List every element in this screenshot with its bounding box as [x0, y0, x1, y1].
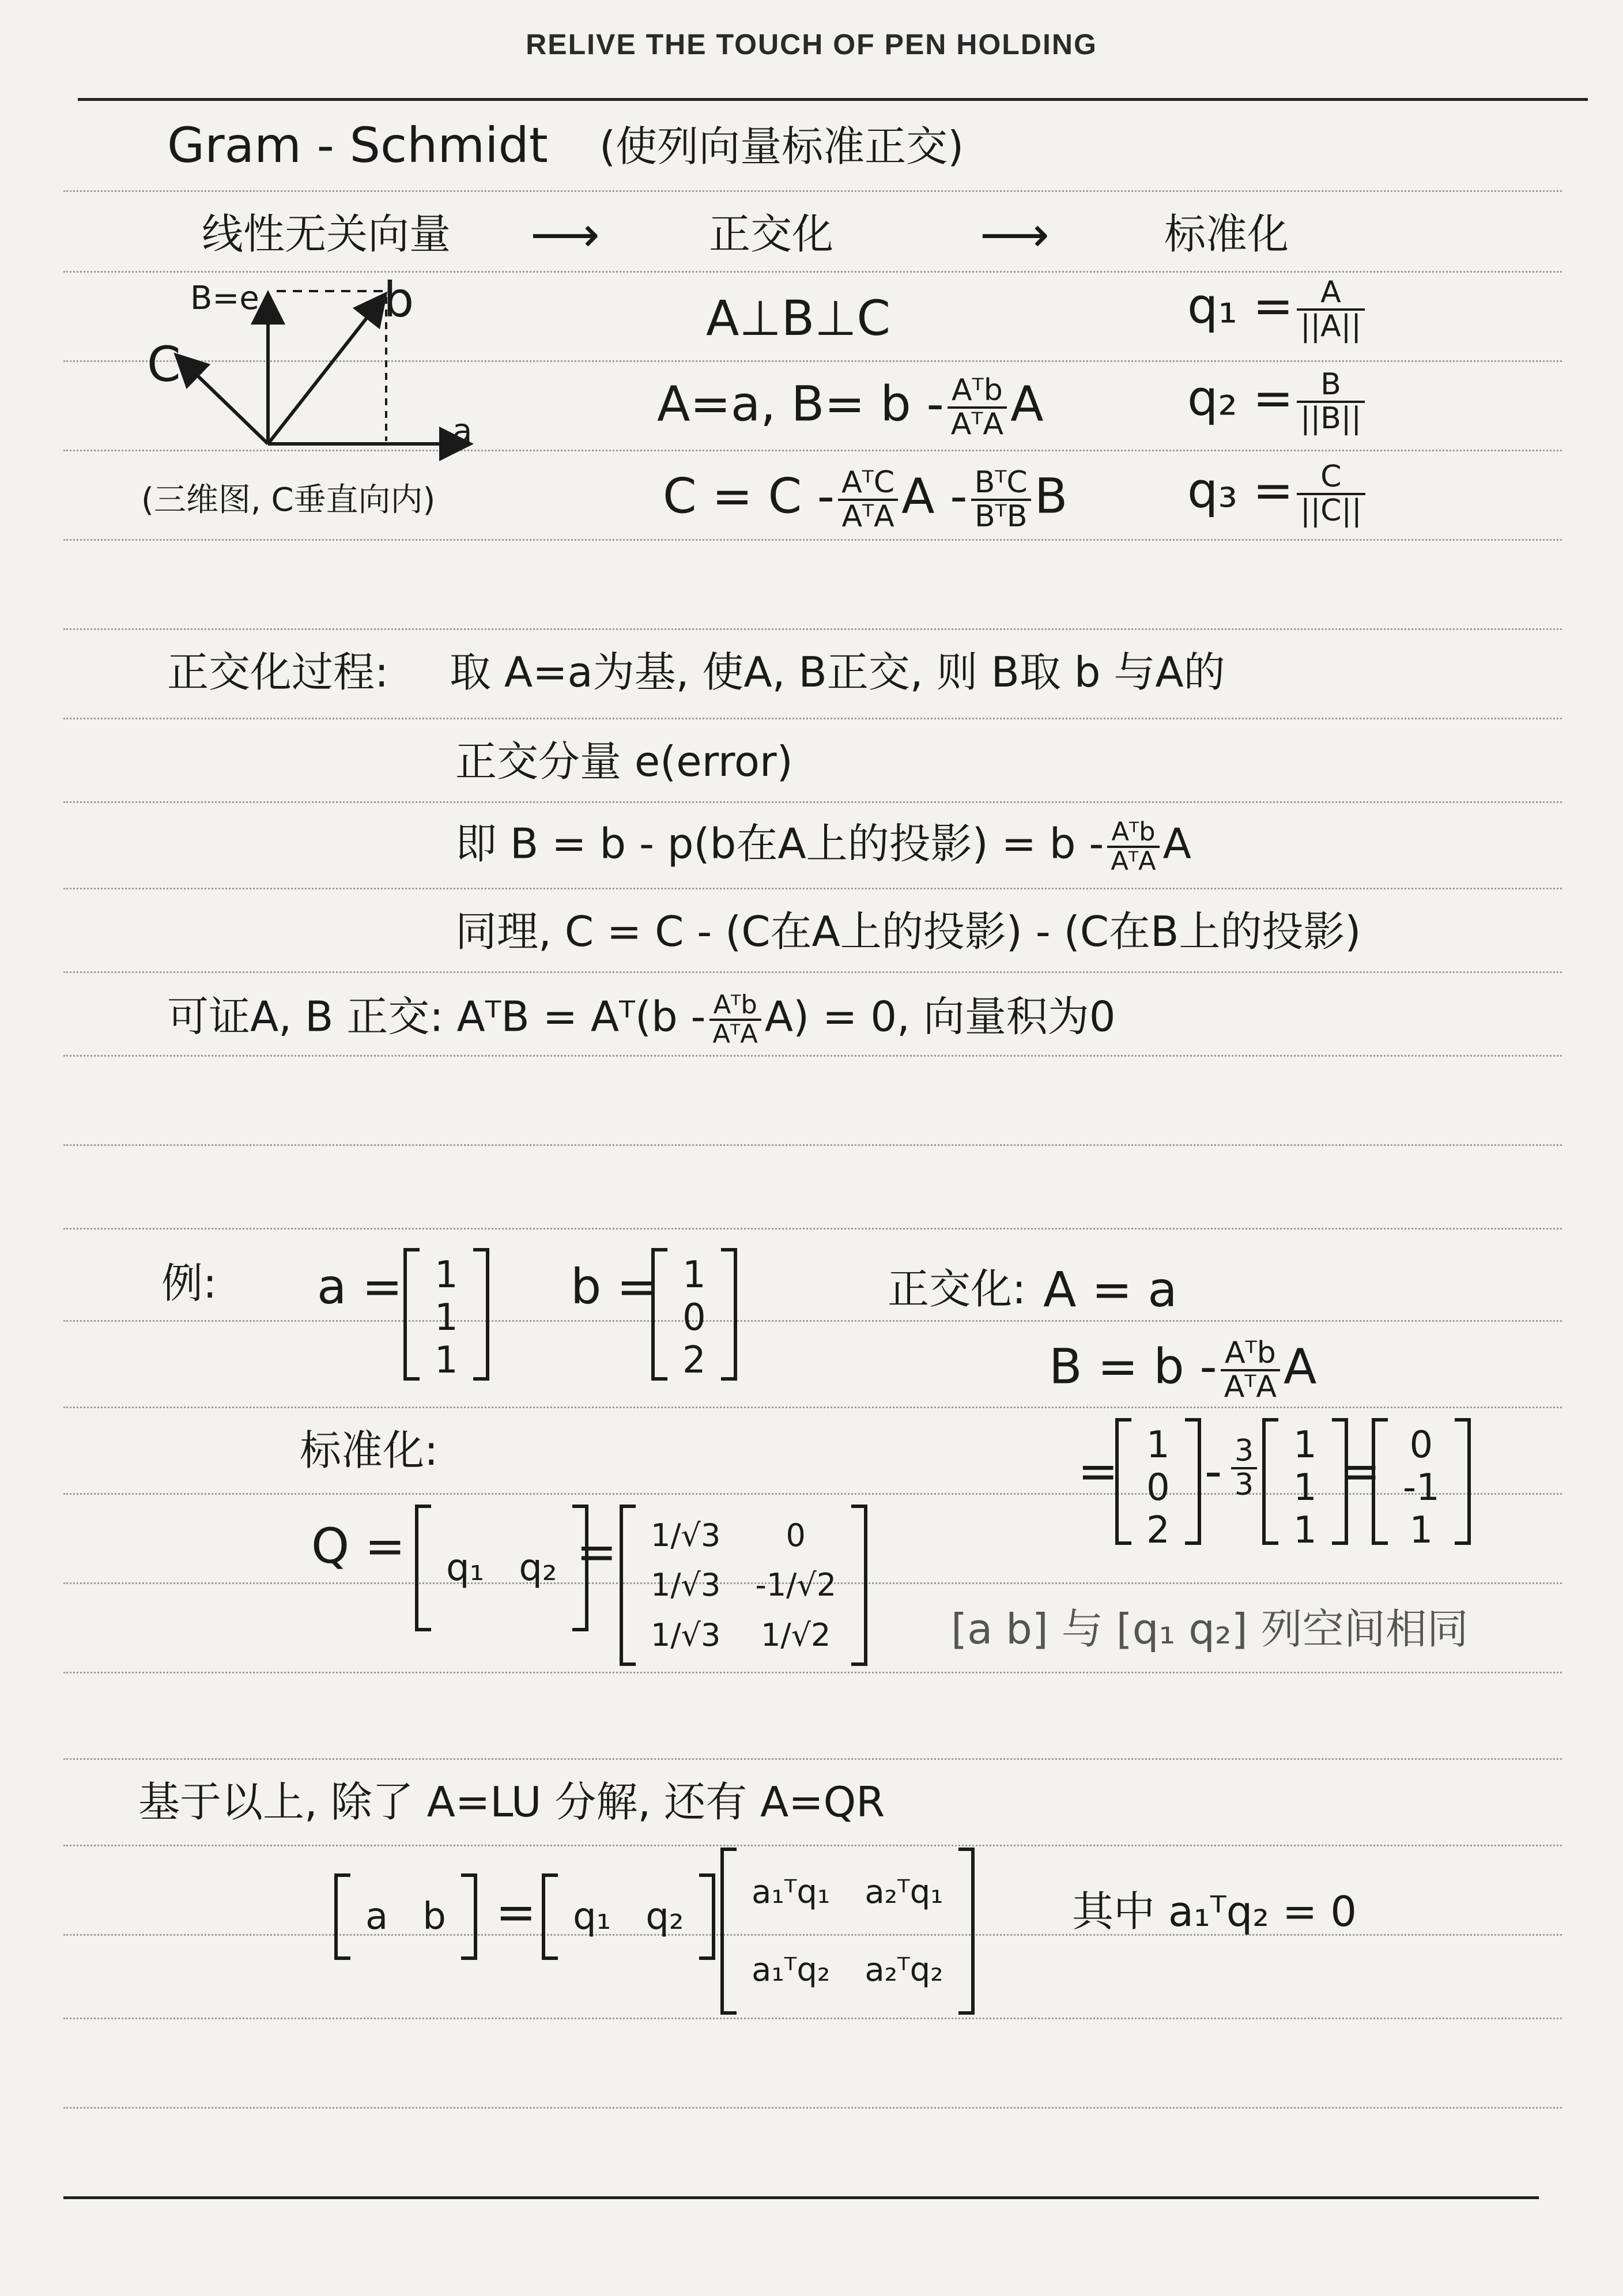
ruled-line: [63, 628, 1562, 630]
calc-matrix-b: [1115, 1418, 1201, 1552]
flow-arrow-2: ⟶: [980, 206, 1050, 263]
left-bracket: [1262, 1418, 1278, 1545]
Q-values-matrix: [620, 1505, 867, 1666]
process-label: 正交化过程:: [167, 648, 389, 696]
calc-equals-2: =: [1340, 1443, 1381, 1499]
matrix-entry: 1: [1293, 1466, 1317, 1509]
matrix-entry: 1/√2: [761, 1617, 831, 1654]
vector-a-matrix: [403, 1248, 489, 1381]
matrix-entry: a: [365, 1895, 388, 1938]
matrix-entry: 1: [435, 1296, 458, 1339]
left-bracket: [620, 1505, 636, 1666]
colspace-note: [a b] 与 [q₁ q₂] 列空间相同: [951, 1605, 1469, 1653]
qr-R-matrix: [720, 1848, 975, 2015]
Q-columns-matrix: [415, 1505, 588, 1631]
flow-arrow-1: ⟶: [530, 206, 600, 263]
left-bracket: [334, 1873, 350, 1960]
ruled-line: [63, 1055, 1562, 1057]
fraction: [948, 375, 1007, 440]
fraction-denominator: AᵀA: [950, 406, 1004, 442]
matrix-entry: q₁: [446, 1547, 485, 1589]
orth-perpendicular: A⊥B⊥C: [706, 290, 891, 346]
ruled-line: [63, 1758, 1562, 1760]
fraction-numerator: Aᵀb: [1221, 1337, 1280, 1371]
example-orth-line-1: A = a: [1043, 1261, 1177, 1318]
ruled-line: [63, 888, 1562, 889]
norm-q3: [1187, 461, 1369, 526]
example-label: 例:: [161, 1259, 217, 1307]
fraction-denominator: ||B||: [1300, 401, 1361, 436]
orth-line-c-prefix: C = C -: [663, 468, 835, 525]
matrix-entry: q₂: [646, 1895, 684, 1938]
fraction-numerator: BᵀC: [971, 467, 1031, 501]
right-bracket: [473, 1248, 489, 1381]
fraction: [1221, 1337, 1280, 1403]
fraction: [1107, 819, 1159, 875]
ruled-line: [63, 1144, 1562, 1146]
orth-line-b-suffix: A: [1010, 375, 1044, 432]
fraction: [971, 467, 1031, 532]
vector-b-matrix: [651, 1248, 737, 1381]
matrix-column: [865, 1853, 943, 2009]
orth-line-b: [657, 375, 1044, 440]
right-bracket: [1185, 1418, 1201, 1545]
right-bracket: [958, 1848, 975, 2015]
fraction-numerator: Aᵀb: [1107, 819, 1159, 848]
left-bracket: [1115, 1418, 1131, 1545]
matrix-entry: 1/√3: [651, 1567, 721, 1604]
fraction-denominator: ||C||: [1300, 493, 1362, 528]
matrix-entry: 1: [682, 1254, 706, 1296]
Q-label: Q =: [311, 1518, 406, 1574]
ruled-line: [63, 801, 1562, 803]
diagram-label-a: a: [452, 412, 473, 450]
Q-equals: =: [576, 1524, 617, 1580]
qr-equals: =: [496, 1884, 537, 1940]
norm-q3-label: q₃ =: [1187, 462, 1294, 519]
page-header: RELIVE THE TOUCH OF PEN HOLDING: [526, 28, 1097, 61]
left-bracket: [403, 1248, 420, 1381]
proof-prefix: 可证A, B 正交: AᵀB = Aᵀ(b -: [167, 992, 706, 1041]
proof-suffix: A) = 0, 向量积为0: [764, 992, 1116, 1041]
matrix-column: [682, 1254, 706, 1382]
matrix-column: [1146, 1424, 1170, 1552]
calc-coefficient: [1228, 1435, 1260, 1500]
process-line-2: 正交分量 e(error): [455, 737, 793, 786]
matrix-entry: 0: [786, 1517, 806, 1554]
orth-line-c-suffix: B: [1034, 468, 1068, 525]
process-line-4: 同理, C = C - (C在A上的投影) - (C在B上的投影): [455, 907, 1361, 956]
fraction-numerator: C: [1297, 461, 1365, 495]
matrix-entry: 1: [1409, 1509, 1433, 1552]
matrix-entry: 0: [1409, 1424, 1433, 1466]
matrix-entry: 1: [1293, 1509, 1317, 1552]
qr-left-matrix: [334, 1873, 477, 1960]
right-bracket: [461, 1873, 477, 1960]
diagram-label-be: B=e: [190, 280, 259, 317]
matrix-column: [755, 1510, 836, 1660]
matrix-entry: a₁ᵀq₁: [752, 1873, 831, 1911]
left-bracket: [1372, 1418, 1388, 1545]
process-line-3: [455, 819, 1191, 875]
matrix-entry: a₂ᵀq₂: [865, 1951, 943, 1989]
matrix-entry: a₂ᵀq₁: [865, 1873, 943, 1911]
title-note: (使列向量标准正交): [599, 122, 964, 171]
left-bracket: [415, 1505, 431, 1631]
ruled-line: [63, 1228, 1562, 1230]
fraction-numerator: AᵀC: [838, 467, 898, 501]
diagram-label-c: C: [147, 336, 181, 393]
fraction-numerator: A: [1297, 277, 1365, 311]
right-bracket: [851, 1505, 867, 1666]
process-line-3-prefix: 即 B = b - p(b在A上的投影) = b -: [455, 819, 1104, 868]
ruled-line: [63, 1407, 1562, 1408]
norm-q2-label: q₂ =: [1187, 370, 1294, 427]
ruled-line: [63, 1845, 1562, 1846]
fraction-denominator: AᵀA: [1224, 1369, 1277, 1404]
fraction-denominator: AᵀA: [841, 499, 894, 534]
matrix-entry: 1/√3: [651, 1517, 721, 1554]
matrix-entry: -1/√2: [755, 1567, 837, 1604]
matrix-entry: b: [422, 1895, 446, 1938]
norm-q1: [1187, 277, 1368, 342]
left-bracket: [720, 1848, 737, 2015]
orth-line-c-mid: A -: [901, 468, 968, 525]
orth-line-b-prefix: A=a, B= b -: [657, 375, 944, 432]
flow-step-normalize: 标准化: [1164, 210, 1289, 258]
qr-intro-line: 基于以上, 除了 A=LU 分解, 还有 A=QR: [138, 1778, 885, 1826]
matrix-entry: 2: [682, 1339, 706, 1382]
right-bracket: [699, 1873, 715, 1960]
norm-q2: [1187, 369, 1368, 434]
ruled-line: [63, 971, 1562, 973]
matrix-entry: q₁: [573, 1895, 612, 1938]
calc-minus: -: [1205, 1443, 1222, 1499]
example-orth-line-2: [1049, 1337, 1317, 1403]
matrix-entry: -1: [1403, 1466, 1440, 1509]
orth-line-c: [663, 467, 1067, 532]
diagram-caption: (三维图, C垂直向内): [141, 481, 436, 519]
calc-matrix-result: [1372, 1418, 1471, 1552]
vector-b-line: [268, 297, 383, 444]
ruled-line: [63, 2107, 1562, 2109]
fraction: [1231, 1435, 1257, 1500]
fraction: [1297, 461, 1365, 526]
ruled-line: [63, 718, 1562, 719]
matrix-entry: 0: [682, 1296, 706, 1339]
process-line-3-suffix: A: [1162, 819, 1191, 868]
fraction-denominator: AᵀA: [712, 1019, 758, 1049]
fraction: [1297, 277, 1365, 342]
right-bracket: [721, 1248, 737, 1381]
fraction-numerator: Aᵀb: [709, 991, 761, 1021]
ruled-line: [63, 1672, 1562, 1673]
orth-line-2-suffix: A: [1284, 1338, 1317, 1395]
left-bracket: [651, 1248, 667, 1381]
bottom-rule: [63, 2196, 1539, 2199]
fraction: [1297, 369, 1365, 434]
matrix-entry: 1/√3: [651, 1617, 721, 1654]
matrix-column: [1403, 1424, 1440, 1552]
fraction-numerator: 3: [1231, 1435, 1257, 1469]
orth-line-2-prefix: B = b -: [1049, 1338, 1217, 1395]
matrix-entry: 1: [1146, 1424, 1170, 1466]
diagram-label-b: b: [383, 272, 414, 328]
matrix-entry: q₂: [519, 1547, 557, 1589]
flow-step-orthogonalize: 正交化: [709, 210, 834, 258]
top-rule: [78, 98, 1588, 101]
matrix-entry: 1: [435, 1339, 458, 1382]
fraction-denominator: BᵀB: [974, 499, 1028, 534]
fraction: [709, 991, 761, 1048]
process-line-1: 取 A=a为基, 使A, B正交, 则 B取 b 与A的: [450, 648, 1225, 696]
matrix-entry: a₁ᵀq₂: [752, 1951, 831, 1989]
fraction-numerator: B: [1297, 369, 1365, 403]
norm-q1-label: q₁ =: [1187, 277, 1294, 334]
example-norm-label: 标准化:: [300, 1426, 439, 1475]
matrix-column: [651, 1510, 720, 1660]
flow-step-independent: 线性无关向量: [202, 210, 451, 258]
matrix-column: [435, 1254, 458, 1382]
example-orth-label: 正交化:: [888, 1265, 1026, 1313]
qr-note: 其中 a₁ᵀq₂ = 0: [1072, 1887, 1357, 1936]
matrix-entry: 1: [435, 1254, 458, 1296]
fraction-denominator: 3: [1235, 1467, 1254, 1502]
matrix-entry: 1: [1293, 1424, 1317, 1466]
example-a-label: a =: [317, 1258, 403, 1315]
title-main: Gram - Schmidt: [167, 117, 548, 174]
vector-C-line: [179, 357, 268, 444]
matrix-entry: 0: [1146, 1466, 1170, 1509]
qr-Q-matrix: [542, 1873, 715, 1960]
fraction-denominator: AᵀA: [1111, 846, 1156, 876]
ruled-line: [63, 190, 1562, 192]
calc-matrix-a: [1262, 1418, 1348, 1552]
fraction-denominator: ||A||: [1300, 308, 1361, 344]
ruled-line: [63, 1320, 1562, 1322]
right-bracket: [1455, 1418, 1471, 1545]
matrix-column: [752, 1853, 830, 2009]
left-bracket: [542, 1873, 558, 1960]
matrix-entry: 2: [1146, 1509, 1170, 1552]
proof-line: [167, 991, 1116, 1048]
example-b-label: b =: [571, 1258, 658, 1315]
matrix-column: [1293, 1424, 1317, 1552]
ruled-line: [63, 2018, 1562, 2019]
ruled-line: [63, 539, 1562, 541]
fraction: [838, 467, 898, 532]
calc-equals: =: [1078, 1443, 1119, 1499]
fraction-numerator: Aᵀb: [948, 375, 1007, 409]
